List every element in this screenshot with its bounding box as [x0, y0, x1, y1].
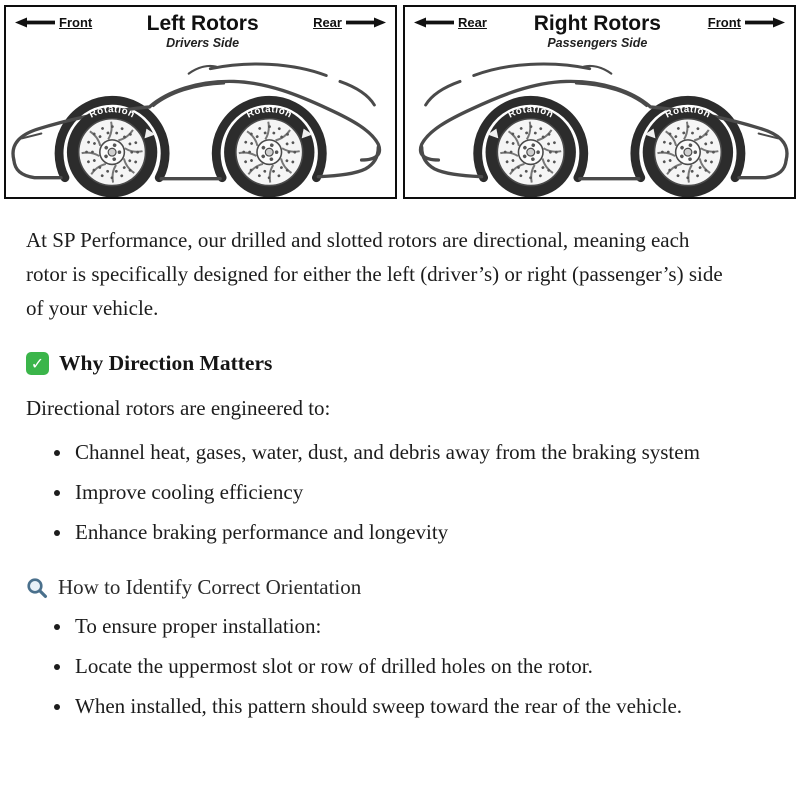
- right-rotors-panel: [403, 5, 796, 199]
- front-direction: [708, 15, 786, 30]
- front-label: Front: [59, 15, 93, 30]
- list-item: • To ensure proper installation:: [73, 610, 737, 643]
- left-panel-header: [6, 7, 395, 50]
- panel-subtitle: Drivers Side: [166, 35, 240, 50]
- list-item: • Enhance braking performance and longevity: [73, 516, 737, 549]
- car-illustration-right: [405, 50, 794, 197]
- left-panel-titles: [147, 12, 259, 50]
- front-label: Front: [707, 15, 741, 30]
- check-icon: ✓: [26, 352, 49, 375]
- list-item: • Improve cooling efficiency: [73, 476, 737, 509]
- article-body: [0, 201, 800, 760]
- car-illustration-left: [6, 50, 395, 197]
- list-item: • When installed, this pattern should sweep toward the rear of the vehicle.: [73, 690, 737, 723]
- magnifier-icon: [26, 577, 48, 599]
- heading-text: Why Direction Matters: [59, 350, 273, 375]
- rotor-diagram: [0, 0, 800, 201]
- right-panel-titles: [534, 12, 661, 50]
- arrow-right-icon: [345, 17, 387, 28]
- heading-text: How to Identify Correct Orientation: [58, 575, 362, 600]
- section-heading-direction: [26, 351, 774, 376]
- list-item: • Locate the uppermost slot or row of drilled holes on the rotor.: [73, 650, 737, 683]
- intro-paragraph: At SP Performance, our drilled and slotted rotors are directional, meaning each rotor is specifically designed for either the left (driver’s) or right (passenger’s) side of your vehicle.: [26, 227, 723, 320]
- rear-label: Rear: [313, 15, 342, 30]
- rear-direction: [313, 15, 387, 30]
- panel-title: Right Rotors: [533, 12, 661, 35]
- panel-title: Left Rotors: [146, 12, 259, 35]
- list-item: • Channel heat, gases, water, dust, and debris away from the braking system: [73, 436, 737, 469]
- orientation-steps-list: [26, 610, 774, 724]
- right-panel-header: [405, 7, 794, 50]
- panel-subtitle: Passengers Side: [547, 35, 648, 50]
- rear-label: Rear: [458, 15, 487, 30]
- arrow-right-icon: [744, 17, 786, 28]
- section-heading-orientation: [26, 575, 774, 600]
- rear-direction: [413, 15, 487, 30]
- lead-paragraph: Directional rotors are engineered to:: [26, 395, 331, 420]
- left-rotors-panel: [4, 5, 397, 199]
- front-direction: [14, 15, 92, 30]
- direction-benefits-list: [26, 436, 774, 550]
- arrow-left-icon: [413, 17, 455, 28]
- arrow-left-icon: [14, 17, 56, 28]
